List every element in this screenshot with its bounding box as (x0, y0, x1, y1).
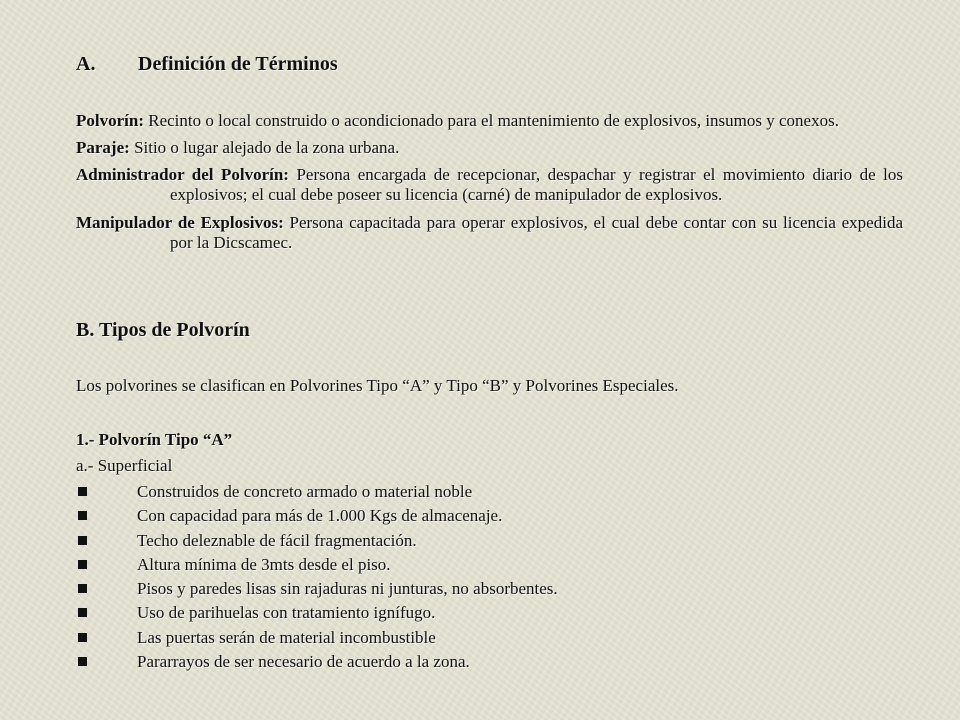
square-bullet-icon (78, 560, 87, 569)
section-b-intro: Los polvorines se clasifican en Polvorines Tipo “A” y Tipo “B” y Polvorines Especiales. (76, 376, 679, 395)
list-item (76, 504, 558, 528)
requirements-list (76, 480, 558, 674)
square-bullet-icon (78, 633, 87, 642)
definition-term: Manipulador de Explosivos: (76, 213, 284, 232)
definition-term: Administrador del Polvorín: (76, 165, 289, 184)
list-item-text: Uso de parihuelas con tratamiento ignífugo. (137, 603, 436, 623)
list-item (76, 650, 558, 674)
definitions-list (76, 111, 903, 260)
list-item-text: Techo deleznable de fácil fragmentación. (137, 530, 417, 550)
square-bullet-icon (78, 657, 87, 666)
square-bullet-icon (78, 487, 87, 496)
section-a-heading (76, 53, 338, 76)
superficial-heading: a.- Superficial (76, 456, 173, 475)
polvorin-tipo-a-heading: 1.- Polvorín Tipo “A” (76, 430, 233, 449)
list-item (76, 601, 558, 625)
definition-manipulador (76, 213, 903, 253)
list-item-text: Construidos de concreto armado o material noble (137, 482, 473, 501)
definition-text: Recinto o local construido o acondicionado para el mantenimiento de explosivos, insumos y conexos. (144, 111, 839, 130)
list-item (76, 577, 558, 601)
list-item-text: Pararrayos de ser necesario de acuerdo a la zona. (137, 652, 470, 672)
definition-text: Sitio o lugar alejado de la zona urbana. (129, 138, 400, 157)
definition-term: Paraje: (76, 138, 130, 157)
square-bullet-icon (78, 536, 87, 545)
definition-paraje (76, 138, 903, 158)
definition-text: Persona capacitada para operar explosivos, el cual debe contar con su licencia expedida por la Dicscamec. (170, 213, 903, 252)
list-item (76, 626, 558, 650)
definition-term: Polvorín: (76, 111, 144, 130)
list-item (76, 553, 558, 577)
section-b-heading: B. Tipos de Polvorín (76, 319, 250, 341)
square-bullet-icon (78, 584, 87, 593)
section-a-number: A. (76, 53, 96, 75)
definition-text: Persona encargada de recepcionar, despachar y registrar el movimiento diario de los explosivos; el cual debe poseer su licencia (carné) de manipulador de explosivos. (170, 165, 903, 204)
list-item-text: Altura mínima de 3mts desde el piso. (137, 554, 391, 574)
definition-administrador (76, 165, 903, 205)
section-a-title: Definición de Términos (138, 53, 338, 75)
square-bullet-icon (78, 608, 87, 617)
list-item-text: Con capacidad para más de 1.000 Kgs de almacenaje. (137, 506, 503, 526)
definition-polvorin (76, 111, 903, 131)
list-item-text: Las puertas serán de material incombustible (137, 627, 436, 647)
list-item-text: Pisos y paredes lisas sin rajaduras ni junturas, no absorbentes. (137, 579, 558, 599)
list-item (76, 529, 558, 553)
list-item (76, 480, 558, 504)
square-bullet-icon (78, 511, 87, 520)
